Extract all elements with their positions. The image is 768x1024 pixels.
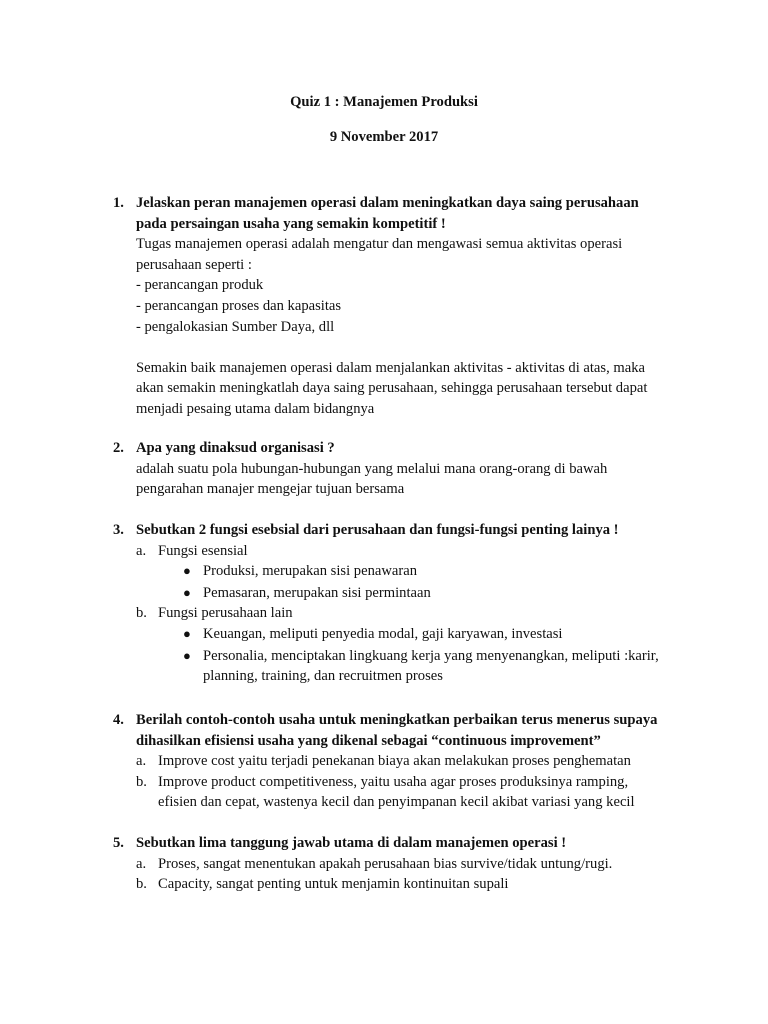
question-4 [113, 710, 673, 813]
list-item: ● Produksi, merupakan sisi penawaran [113, 561, 673, 582]
question-2-text: 2. Apa yang dinaksud organisasi ? [113, 438, 673, 459]
page-date: 9 November 2017 [329, 129, 439, 145]
question-1-text: 1. Jelaskan peran manajemen operasi dalam meningkatkan daya saing perusahaan pada persaingan usaha yang semakin kompetitif ! [113, 195, 639, 232]
list-item: b. Fungsi perusahaan lain [136, 605, 293, 622]
bullet-icon: ● [183, 625, 191, 641]
bullet-icon: ● [183, 584, 191, 600]
question-1-number: 1. [113, 195, 124, 211]
list-item: a. Proses, sangat menentukan apakah perusahaan bias survive/tidak untung/rugi. [136, 855, 613, 872]
question-2-number: 2. [113, 440, 124, 456]
question-1 [113, 193, 673, 420]
question-2-answer: adalah suatu pola hubungan-hubungan yang melalui mana orang-orang di bawah pengarahan manajer mengejar tujuan bersama [136, 460, 608, 498]
question-5 [113, 833, 673, 895]
list-item: ● Keuangan, meliputi penyedia modal, gaji karyawan, investasi [113, 624, 673, 645]
list-item: a. Improve cost yaitu terjadi penekanan biaya akan melakukan proses penghematan [136, 753, 631, 770]
question-3 [113, 520, 673, 687]
list-item: ● Personalia, menciptakan lingkuang kerja yang menyenangkan, meliputi :karir, planning, training, dan recruitmen proses [183, 647, 659, 685]
question-2 [113, 438, 673, 500]
list-item: ● Pemasaran, merupakan sisi permintaan [113, 583, 673, 604]
question-4-number: 4. [113, 712, 124, 728]
bullet-icon: ● [183, 563, 191, 579]
list-item: b. Improve product competitiveness, yaitu usaha agar proses produksinya ramping, efisien dan cepat, wastenya kecil dan penyimpanan kecil akibat variasi yang kecil [136, 773, 635, 811]
question-5-number: 5. [113, 835, 124, 851]
list-item: b. Capacity, sangat penting untuk menjamin kontinuitan supali [136, 876, 509, 893]
question-1-answer: Tugas manajemen operasi adalah mengatur dan mengawasi semua aktivitas operasi perusahaan seperti : - perancangan produk - perancangan proses dan kapasitas - pengalokasian Sumber Daya, dll Semakin baik manajemen operasi dalam menjalankan aktivitas - aktivitas di atas, maka akan semakin meningkatlah daya saing perusahaan, sehingga perusahaan tersebut dapat menjadi pesaing utama dalam bidangnya [136, 236, 648, 417]
question-5-text: 5. Sebutkan lima tanggung jawab utama di dalam manajemen operasi ! [113, 833, 673, 854]
question-4-text: 4. Berilah contoh-contoh usaha untuk meningkatkan perbaikan terus menerus supaya dihasilkan efisiensi usaha yang dikenal sebagai “continuous improvement” [113, 712, 658, 749]
question-3-number: 3. [113, 522, 124, 538]
page-title: Quiz 1 : Manajemen Produksi [290, 94, 478, 110]
list-item: a. Fungsi esensial [136, 542, 248, 559]
bullet-icon: ● [183, 647, 191, 663]
question-3-text: 3. Sebutkan 2 fungsi esebsial dari perusahaan dan fungsi-fungsi penting lainya ! [113, 520, 673, 541]
